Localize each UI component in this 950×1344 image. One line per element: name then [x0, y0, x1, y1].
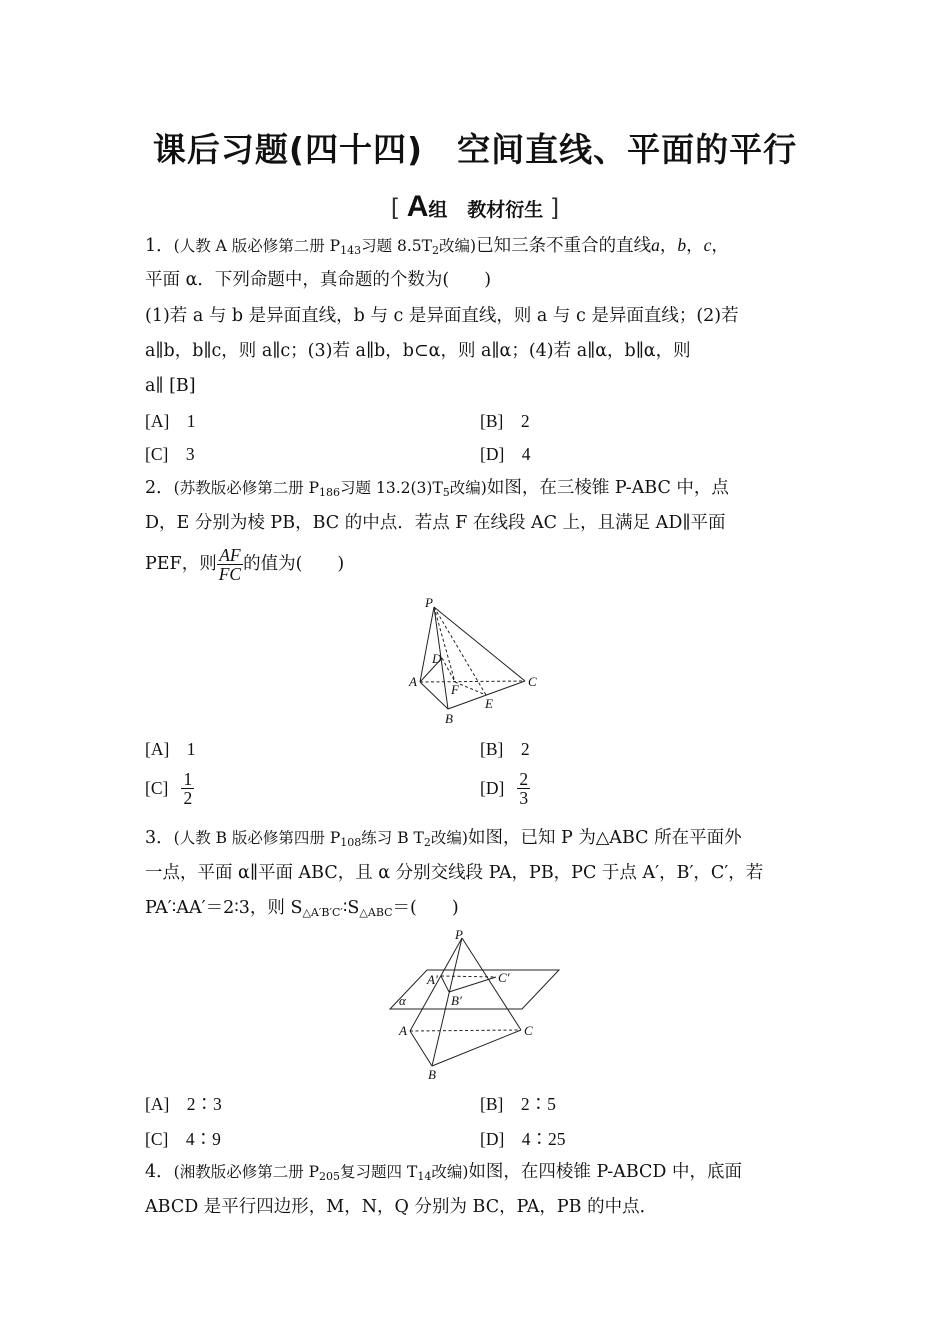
group-name: 教材衍生 — [467, 199, 544, 221]
bracket-open: [ — [390, 194, 401, 222]
label-C: C — [528, 674, 537, 689]
q2-source: (苏教版必修第二册 $P_{186}$习题 $13.2(3)T_5$改编) — [173, 479, 487, 499]
edge-PA — [420, 607, 434, 682]
q1-line4: a∥b，b∥c，则 a∥c；(3)若 a∥b，b⊂α，则 a∥α；(4)若 a∥α，b∥α，则 — [145, 341, 691, 361]
q3-option-d[interactable]: [D] 4∶25 — [480, 1129, 566, 1149]
label-A: A — [409, 674, 417, 689]
q1-line5: a∥ [B] — [145, 376, 196, 396]
q2-option-a[interactable]: [A] 1 — [145, 739, 196, 759]
q3-line2: 一点，平面 α∥平面 ABC，且 α 分别交线段 PA，PB，PC 于点 A′，B′，C′，若 — [145, 863, 764, 883]
q1-line3: (1)若 a 与 b 是异面直线，b 与 c 是异面直线，则 a 与 c 是异面直线；(2)若 — [145, 306, 739, 326]
edge-A1C1 — [441, 976, 496, 977]
q2-option-c[interactable]: [C] $\frac{1}{2}$ — [145, 769, 193, 808]
page-title — [0, 124, 950, 171]
group-letter: A — [406, 190, 429, 223]
edge-A1B1 — [441, 976, 449, 992]
q4-line1: 4．(湘教版必修第二册 $P_{205}$复习题四 $T_{14}$改编)如图，在四棱锥 P-ABCD 中，底面 — [145, 1162, 742, 1183]
label-F: F — [451, 682, 459, 697]
q2-line1: 2．(苏教版必修第二册 $P_{186}$习题 $13.2(3)T_5$改编)如图，在三棱锥 P-ABC 中，点 — [145, 478, 729, 499]
label-A1: A′ — [427, 972, 438, 987]
edge-PC — [434, 607, 525, 681]
q3-option-c[interactable]: [C] 4∶9 — [145, 1129, 221, 1149]
label-B: B — [445, 711, 453, 726]
q3-source: (人教 B 版必修第四册 $P_{108}$练习 B $T_2$改编) — [173, 829, 468, 849]
group-heading — [0, 190, 950, 224]
label-A: A — [399, 1023, 407, 1038]
q4-line2: ABCD 是平行四边形，M，N，Q 分别为 BC，PA，PB 的中点． — [145, 1197, 658, 1217]
q1-option-a[interactable]: [A] 1 — [145, 411, 196, 431]
label-alpha: α — [399, 993, 406, 1008]
label-D: D — [432, 651, 442, 666]
label-C1: C′ — [498, 970, 510, 985]
edge-PF — [434, 607, 455, 682]
q3-line3: PA′∶AA′＝2∶3，则 $S_{\triangle A'B'C'}∶S_{\triangle ABC}=$( ) — [145, 898, 459, 919]
edge-BC — [432, 1030, 521, 1066]
label-P: P — [455, 927, 463, 942]
q1-source: (人教 A 版必修第二册 $P_{143}$习题 $8.5T_2$改编) — [173, 237, 477, 257]
q1-line1: 1．(人教 A 版必修第二册 $P_{143}$习题 $8.5T_2$改编)已知三条不重合的直线a，b，c， — [145, 235, 729, 257]
q3-line1: 3．(人教 B 版必修第四册 $P_{108}$练习 B $T_2$改编)如图，已知 P 为△ABC 所在平面外 — [145, 828, 742, 849]
plane-alpha — [390, 970, 559, 1009]
edge-FE — [455, 682, 486, 695]
edge-PC — [462, 938, 521, 1030]
edge-AC — [420, 681, 525, 682]
q3-figure — [385, 926, 565, 1081]
q2-figure — [405, 596, 555, 726]
edge-AB — [420, 682, 448, 709]
edge-AC — [410, 1030, 521, 1031]
q2-option-d[interactable]: [D] $\frac{2}{3}$ — [480, 769, 529, 808]
q1-option-d[interactable]: [D] 4 — [480, 444, 531, 464]
title-part2: 空间直线、平面的平行 — [457, 130, 798, 169]
q2-line2: D，E 分别为棱 PB，BC 的中点．若点 F 在线段 AC 上，且满足 AD∥平面 — [145, 513, 726, 533]
label-C: C — [524, 1023, 533, 1038]
q1-option-c[interactable]: [C] 3 — [145, 444, 195, 464]
q2-fraction: $\frac{AF}{FC}$ — [218, 545, 242, 584]
edge-AB — [410, 1031, 432, 1066]
q2-option-b[interactable]: [B] 2 — [480, 739, 530, 759]
q4-source: (湘教版必修第二册 $P_{205}$复习题四 $T_{14}$改编) — [173, 1163, 469, 1183]
q1-line2: 平面 α．下列命题中，真命题的个数为( ) — [145, 270, 492, 290]
q3-option-b[interactable]: [B] 2∶5 — [480, 1094, 556, 1114]
label-B: B — [428, 1067, 436, 1082]
label-E: E — [485, 696, 493, 711]
edge-B1C1 — [449, 977, 496, 992]
group-label: 组 — [428, 199, 448, 221]
q3-option-a[interactable]: [A] 2∶3 — [145, 1094, 222, 1114]
q1-option-b[interactable]: [B] 2 — [480, 411, 530, 431]
label-P: P — [425, 595, 433, 610]
title-part1: 课后习题(四十四) — [152, 130, 424, 169]
bracket-close: ] — [549, 194, 560, 222]
label-B1: B′ — [451, 993, 462, 1008]
q2-line3: PEF，则 $\frac{AF}{FC}$ 的值为( ) — [145, 545, 345, 584]
